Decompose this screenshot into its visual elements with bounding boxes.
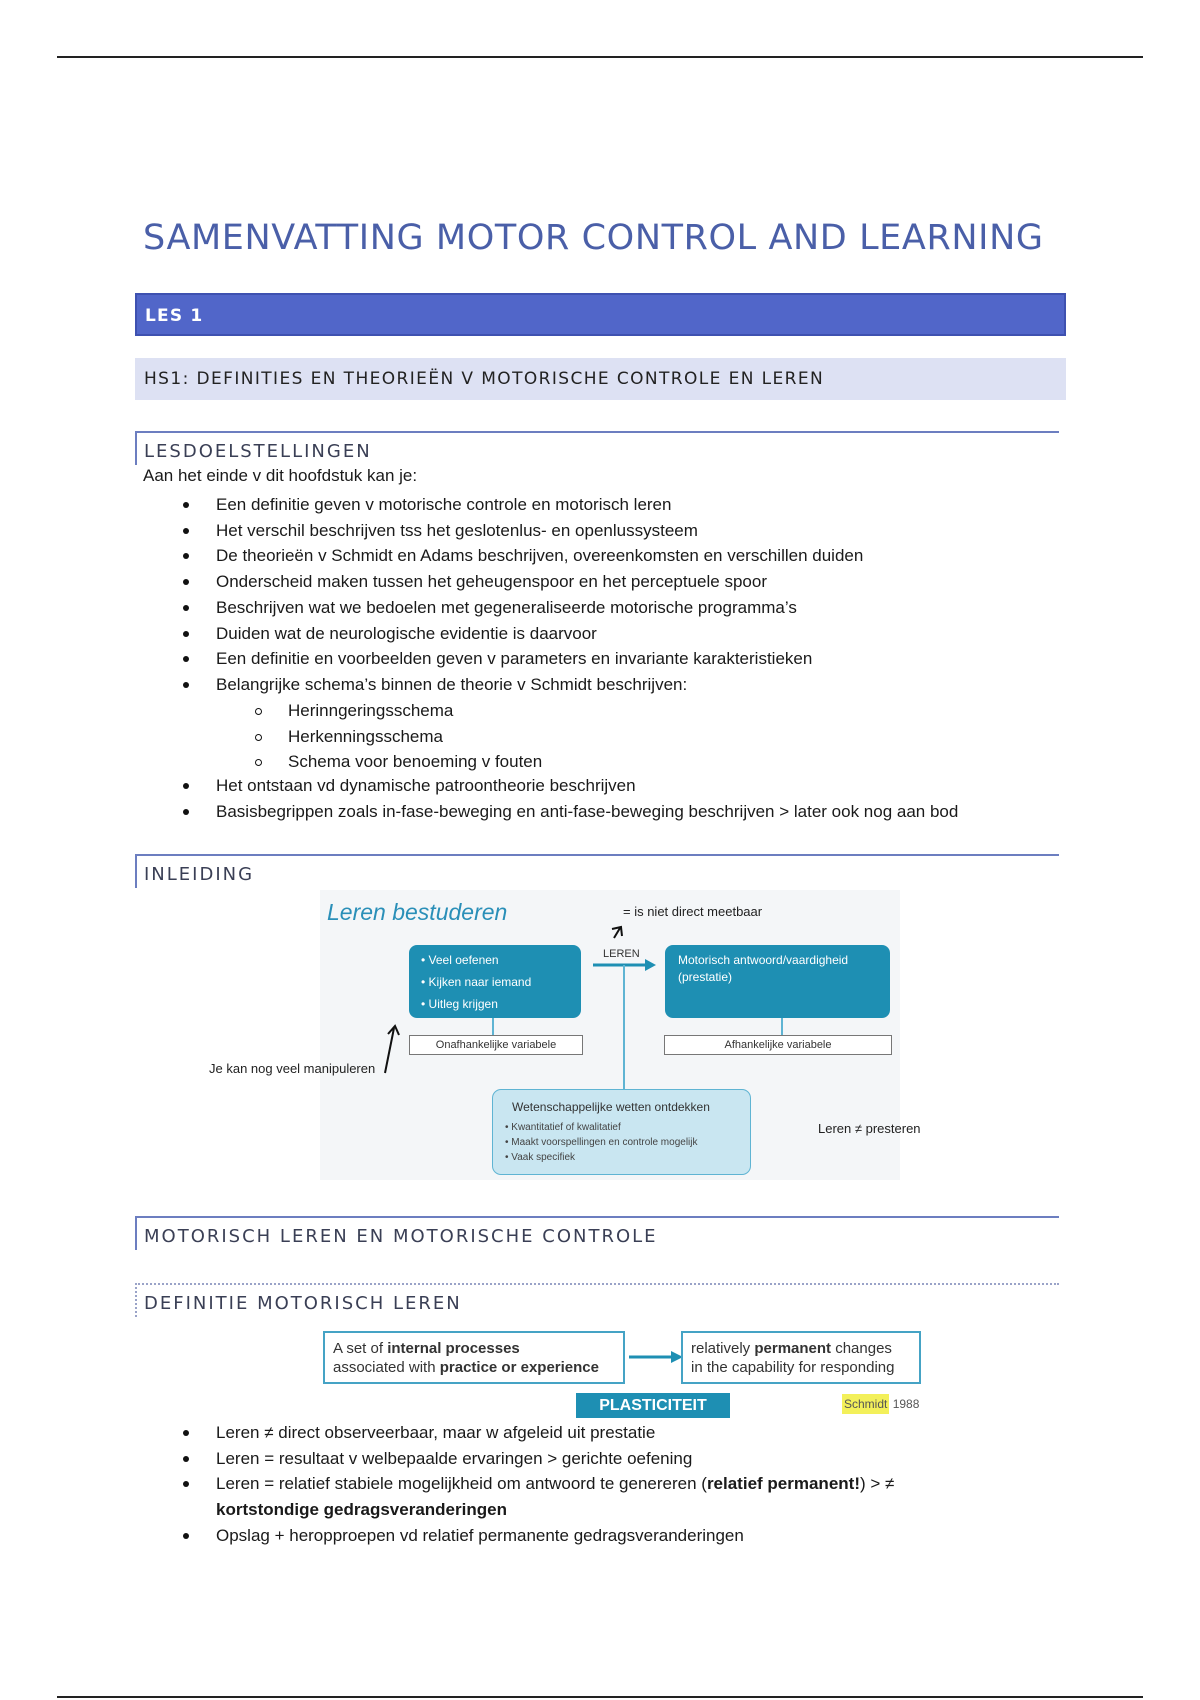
section-lesdoelstellingen	[135, 431, 1059, 465]
sub-list-item: Herkenningsschema	[252, 724, 542, 750]
box-line: relatively permanent changes	[691, 1340, 892, 1357]
list-item: Het ontstaan vd dynamische patroontheorie beschrijven	[180, 773, 958, 799]
list-item: Een definitie geven v motorische controle en motorisch leren	[180, 492, 863, 518]
scientific-laws-box	[492, 1089, 751, 1175]
output-box	[665, 945, 890, 1018]
note-manipulate: Je kan nog veel manipuleren	[209, 1061, 376, 1076]
list-item: Een definitie en voorbeelden geven v parameters en invariante karakteristieken	[180, 646, 863, 672]
section-definitie	[135, 1283, 1059, 1317]
definition-list	[180, 1420, 996, 1549]
input-item: • Veel oefenen	[421, 953, 499, 967]
section-heading: DEFINITIE MOTORISCH LEREN	[144, 1293, 462, 1314]
box-line: associated with practice or experience	[333, 1359, 599, 1376]
independent-variable: Onafhankelijke variabele	[409, 1035, 583, 1055]
section-inleiding	[135, 854, 1059, 888]
objectives-list-continued	[180, 773, 958, 824]
list-item: Basisbegrippen zoals in-fase-beweging en anti-fase-beweging beschrijven > later ook nog aan bod	[180, 799, 958, 825]
laws-item: • Kwantitatief of kwalitatief	[505, 1122, 621, 1133]
box-line: A set of internal processes	[333, 1340, 520, 1357]
sub-list-item: Schema voor benoeming v fouten	[252, 749, 542, 775]
note-not-measurable: = is niet direct meetbaar	[623, 904, 763, 919]
definition-box-processes	[323, 1331, 625, 1384]
dependent-variable: Afhankelijke variabele	[664, 1035, 892, 1055]
diagram-title: Leren bestuderen	[327, 899, 508, 925]
bottom-rule	[57, 1696, 1143, 1698]
highlighted-author: Schmidt	[842, 1394, 889, 1414]
input-item: • Uitleg krijgen	[421, 997, 498, 1011]
list-item: Beschrijven wat we bedoelen met gegeneraliseerde motorische programma’s	[180, 595, 863, 621]
laws-item: • Vaak specifiek	[505, 1152, 576, 1163]
box-line: in the capability for responding	[691, 1359, 895, 1376]
top-rule	[57, 56, 1143, 58]
note-learning-vs-performing: Leren ≠ presteren	[818, 1121, 921, 1136]
leren-arrow-label: LEREN	[603, 948, 640, 960]
list-item: Onderscheid maken tussen het geheugenspoor en het perceptuele spoor	[180, 569, 863, 595]
list-item: Leren = relatief stabiele mogelijkheid om antwoord te genereren (relatief permanent!) > ≠ kortstondige gedragsveranderingen	[180, 1471, 996, 1522]
sub-list-item: Herinngeringsschema	[252, 698, 542, 724]
chapter-heading-bar	[135, 358, 1066, 400]
list-item: De theorieën v Schmidt en Adams beschrijven, overeenkomsten en verschillen duiden	[180, 543, 863, 569]
schmidt-citation: Schmidt 1988	[842, 1397, 919, 1411]
laws-title: Wetenschappelijke wetten ontdekken	[512, 1100, 710, 1114]
les-heading: LES 1	[145, 306, 204, 326]
schema-sublist	[252, 698, 542, 775]
list-item: Leren = resultaat v welbepaalde ervaringen > gerichte oefening	[180, 1446, 996, 1472]
section-heading: MOTORISCH LEREN EN MOTORISCHE CONTROLE	[144, 1226, 658, 1247]
list-item: Leren ≠ direct observeerbaar, maar w afgeleid uit prestatie	[180, 1420, 996, 1446]
input-box	[409, 945, 581, 1018]
definition-box-changes	[681, 1331, 921, 1384]
chapter-heading: HS1: DEFINITIES EN THEORIEËN V MOTORISCHE CONTROLE EN LEREN	[144, 369, 825, 389]
list-item: Het verschil beschrijven tss het geslotenlus- en openlussysteem	[180, 518, 863, 544]
list-item: Duiden wat de neurologische evidentie is daarvoor	[180, 621, 863, 647]
definition-arrow	[627, 1347, 687, 1367]
list-item: Belangrijke schema’s binnen de theorie v Schmidt beschrijven:	[180, 672, 863, 698]
objectives-list	[180, 492, 863, 698]
plasticiteit-label: PLASTICITEIT	[576, 1393, 730, 1418]
list-item: Opslag + heropproepen vd relatief permanente gedragsveranderingen	[180, 1523, 996, 1549]
input-item: • Kijken naar iemand	[421, 975, 532, 989]
intro-text: Aan het einde v dit hoofdstuk kan je:	[143, 466, 418, 485]
page-title: SAMENVATTING MOTOR CONTROL AND LEARNING	[143, 218, 1044, 258]
laws-item: • Maakt voorspellingen en controle mogelijk	[505, 1137, 698, 1148]
les-heading-bar	[135, 293, 1066, 336]
output-text: Motorisch antwoord/vaardigheid (prestatie)	[678, 953, 849, 984]
section-heading: LESDOELSTELLINGEN	[144, 441, 372, 462]
section-heading: INLEIDING	[144, 864, 255, 885]
section-motorisch	[135, 1216, 1059, 1250]
